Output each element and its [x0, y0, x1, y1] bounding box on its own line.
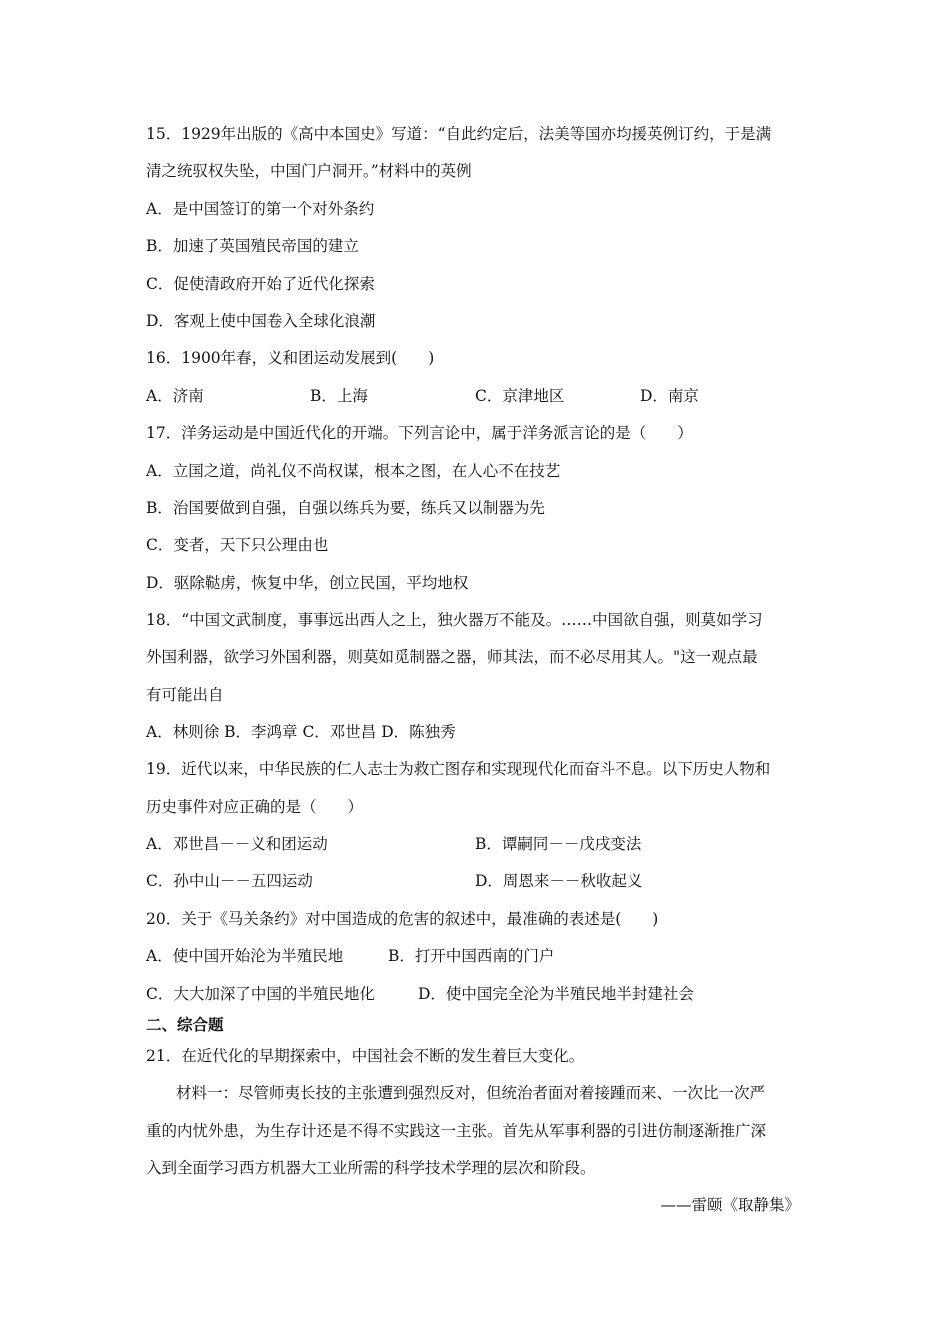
- q18-stem-line2: 外国利器，欲学习外国利器，则莫如觅制器之器，师其法，而不必尽用其人。"这一观点最: [146, 648, 758, 666]
- q17-stem: 17．洋务运动是中国近代化的开端。下列言论中，属于洋务派言论的是（ ）: [146, 424, 693, 442]
- q17-option-d: D．驱除鞑虏，恢复中华，创立民国，平均地权: [146, 574, 469, 592]
- q20-option-c: C．大大加深了中国的半殖民地化: [146, 985, 375, 1003]
- q20-stem: 20．关于《马关条约》对中国造成的危害的叙述中，最准确的表述是( ): [146, 910, 659, 928]
- q16-stem: 16．1900年春，义和团运动发展到( ): [146, 349, 435, 367]
- q20-option-d: D．使中国完全沦为半殖民地半封建社会: [418, 985, 694, 1003]
- q17-option-b: B．治国要做到自强，自强以练兵为要，练兵又以制器为先: [146, 499, 545, 517]
- q21-source: ——雷颐《取静集》: [660, 1196, 800, 1214]
- q21-material-line2: 重的内忧外患，为生存计还是不得不实践这一主张。首先从军事利器的引进仿制逐渐推广深: [146, 1122, 767, 1140]
- q17-option-a: A．立国之道，尚礼仪不尚权谋，根本之图，在人心不在技艺: [146, 462, 561, 480]
- q21-material-line3: 入到全面学习西方机器大工业所需的科学技术学理的层次和阶段。: [146, 1159, 596, 1177]
- q15-option-c: C．促使清政府开始了近代化探索: [146, 275, 375, 293]
- q15-option-d: D．客观上使中国卷入全球化浪潮: [146, 312, 376, 330]
- q18-stem-line3: 有可能出自: [146, 686, 224, 704]
- q20-option-a: A．使中国开始沦为半殖民地: [146, 947, 344, 965]
- q21-material-line1: 材料一：尽管师夷长技的主张遭到强烈反对，但统治者面对着接踵而来、一次比一次严: [176, 1084, 766, 1102]
- q16-option-a: A．济南: [146, 387, 204, 405]
- q16-option-c: C．京津地区: [475, 387, 565, 405]
- q19-option-a: A．邓世昌－－义和团运动: [146, 835, 328, 853]
- q21-stem: 21．在近代化的早期探索中，中国社会不断的发生着巨大变化。: [146, 1047, 585, 1065]
- q17-option-c: C．变者，天下只公理由也: [146, 536, 329, 554]
- q19-option-d: D．周恩来－－秋收起义: [475, 872, 643, 890]
- q16-option-b: B．上海: [310, 387, 368, 405]
- q19-option-b: B．谭嗣同－－戊戌变法: [475, 835, 642, 853]
- q20-option-b: B．打开中国西南的门户: [388, 947, 555, 965]
- q18-stem-line1: 18．“中国文武制度，事事远出西人之上，独火器万不能及。……中国欲自强，则莫如学习: [146, 611, 763, 629]
- q19-stem-line1: 19．近代以来，中华民族的仁人志士为救亡图存和实现现代化而奋斗不息。以下历史人物和: [146, 760, 771, 778]
- q15-stem-line1: 15．1929年出版的《高中本国史》写道：“自此约定后，法美等国亦均援英例订约，于是满: [146, 125, 772, 143]
- q19-stem-line2: 历史事件对应正确的是（ ）: [146, 798, 364, 816]
- q16-option-d: D．南京: [640, 387, 699, 405]
- q19-option-c: C．孙中山－－五四运动: [146, 872, 313, 890]
- q15-option-a: A．是中国签订的第一个对外条约: [146, 200, 375, 218]
- q18-options: A．林则徐 B．李鸿章 C．邓世昌 D．陈独秀: [146, 723, 456, 741]
- q15-option-b: B．加速了英国殖民帝国的建立: [146, 237, 359, 255]
- section-heading: 二、综合题: [146, 1015, 224, 1034]
- q15-stem-line2: 清之统驭权失坠，中国门户洞开。”材料中的英例: [146, 162, 472, 180]
